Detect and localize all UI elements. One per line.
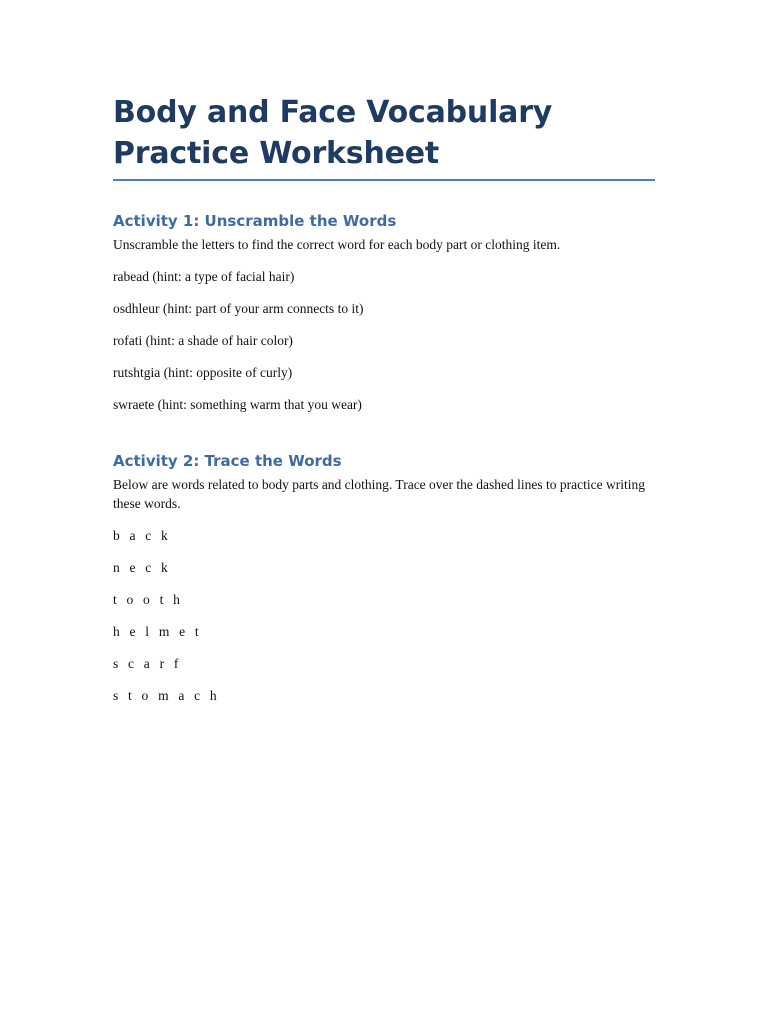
trace-word: t o o t h (113, 592, 184, 607)
activity-1-instructions: Unscramble the letters to find the correct word for each body part or clothing item. (113, 237, 561, 252)
unscramble-item: swraete (hint: something warm that you wear) (113, 397, 362, 412)
trace-word: h e l m e t (113, 624, 202, 639)
page-title: Body and Face Vocabulary Practice Worksheet (113, 92, 655, 181)
trace-word: s c a r f (113, 656, 182, 671)
activity-2-instructions: Below are words related to body parts and clothing. Trace over the dashed lines to practice writing these words. (113, 477, 645, 511)
activity-1-heading: Activity 1: Unscramble the Words (113, 212, 397, 230)
unscramble-item: osdhleur (hint: part of your arm connects to it) (113, 301, 364, 316)
worksheet-page (113, 92, 655, 718)
unscramble-item: rabead (hint: a type of facial hair) (113, 269, 295, 284)
trace-word: s t o m a c h (113, 688, 220, 703)
unscramble-item: rofati (hint: a shade of hair color) (113, 333, 293, 348)
trace-word: b a c k (113, 528, 172, 543)
trace-word: n e c k (113, 560, 172, 575)
activity-2-heading: Activity 2: Trace the Words (113, 452, 342, 470)
unscramble-item: rutshtgia (hint: opposite of curly) (113, 365, 293, 380)
activity-unscramble (113, 211, 655, 414)
activity-trace (113, 451, 655, 705)
